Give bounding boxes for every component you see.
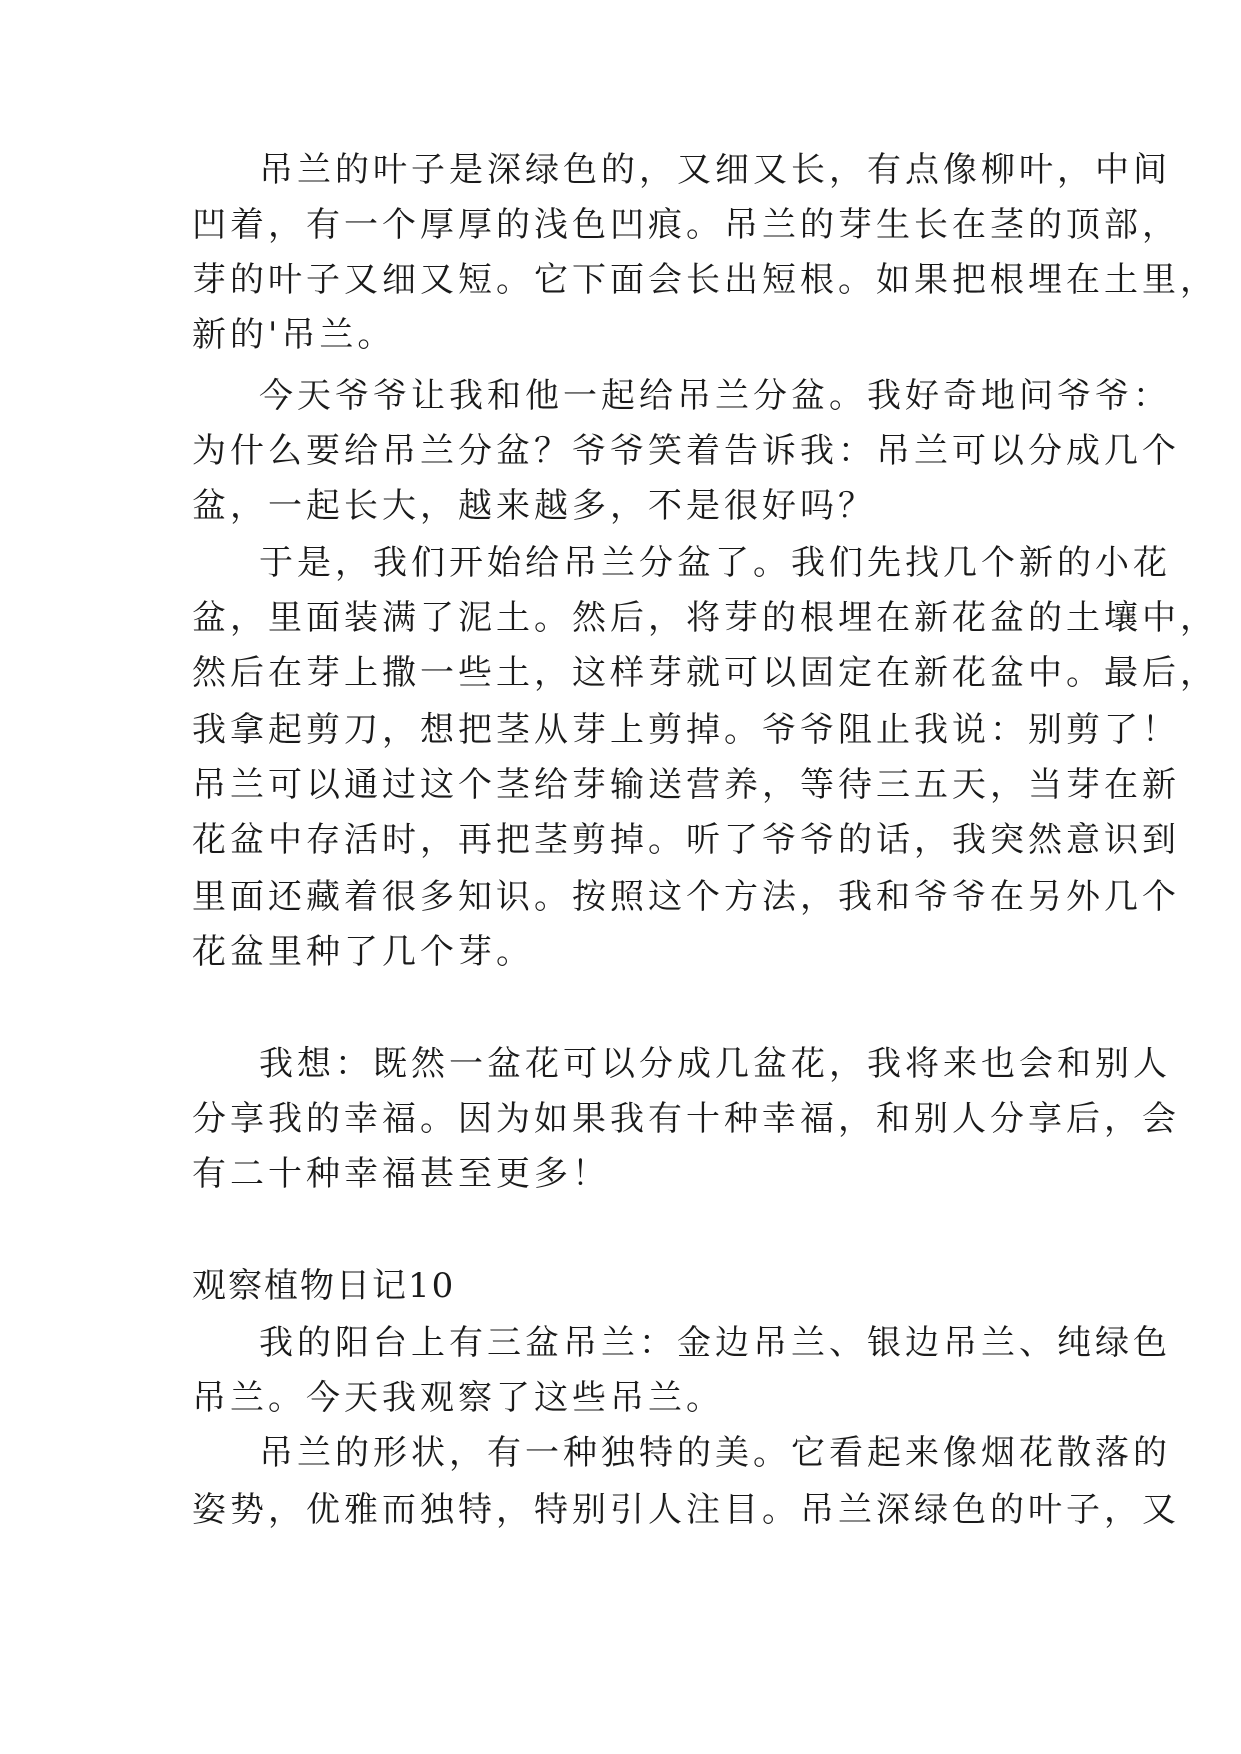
paragraph-line: 吊兰。今天我观察了这些吊兰。 — [192, 1378, 724, 1418]
paragraph-line: 花盆里种了几个芽。 — [192, 932, 534, 972]
paragraph-line: 盆，一起长大，越来越多，不是很好吗？ — [192, 486, 876, 526]
paragraph-line: 盆，里面装满了泥土。然后，将芽的根埋在新花盆的土壤中， — [192, 598, 1218, 638]
paragraph-line: 有二十种幸福甚至更多！ — [192, 1154, 610, 1194]
paragraph-line: 姿势，优雅而独特，特别引人注目。吊兰深绿色的叶子，又 — [192, 1490, 1180, 1530]
paragraph-line: 花盆中存活时，再把茎剪掉。听了爷爷的话，我突然意识到 — [192, 820, 1180, 860]
paragraph-line: 吊兰的形状，有一种独特的美。它看起来像烟花散落的 — [259, 1433, 1171, 1473]
paragraph-line: 吊兰的叶子是深绿色的，又细又长，有点像柳叶，中间 — [259, 150, 1171, 190]
paragraph-line: 我拿起剪刀，想把茎从芽上剪掉。爷爷阻止我说：别剪了！ — [192, 710, 1180, 750]
paragraph-line: 我想：既然一盆花可以分成几盆花，我将来也会和别人 — [259, 1044, 1171, 1084]
paragraph-line: 里面还藏着很多知识。按照这个方法，我和爷爷在另外几个 — [192, 877, 1180, 917]
paragraph-line: 我的阳台上有三盆吊兰：金边吊兰、银边吊兰、纯绿色 — [259, 1323, 1171, 1363]
paragraph-line: 分享我的幸福。因为如果我有十种幸福，和别人分享后，会 — [192, 1099, 1180, 1139]
section-title: 观察植物日记10 — [192, 1266, 456, 1306]
paragraph-line: 新的'吊兰。 — [192, 315, 396, 355]
paragraph-line: 为什么要给吊兰分盆？爷爷笑着告诉我：吊兰可以分成几个 — [192, 431, 1180, 471]
paragraph-line: 于是，我们开始给吊兰分盆了。我们先找几个新的小花 — [259, 543, 1171, 583]
paragraph-line: 芽的叶子又细又短。它下面会长出短根。如果把根埋在土里， — [192, 260, 1218, 300]
paragraph-line: 凹着，有一个厚厚的浅色凹痕。吊兰的芽生长在茎的顶部， — [192, 205, 1180, 245]
paragraph-line: 今天爷爷让我和他一起给吊兰分盆。我好奇地问爷爷： — [259, 376, 1171, 416]
paragraph-line: 然后在芽上撒一些土，这样芽就可以固定在新花盆中。最后， — [192, 653, 1218, 693]
paragraph-line: 吊兰可以通过这个茎给芽输送营养，等待三五天，当芽在新 — [192, 765, 1180, 805]
